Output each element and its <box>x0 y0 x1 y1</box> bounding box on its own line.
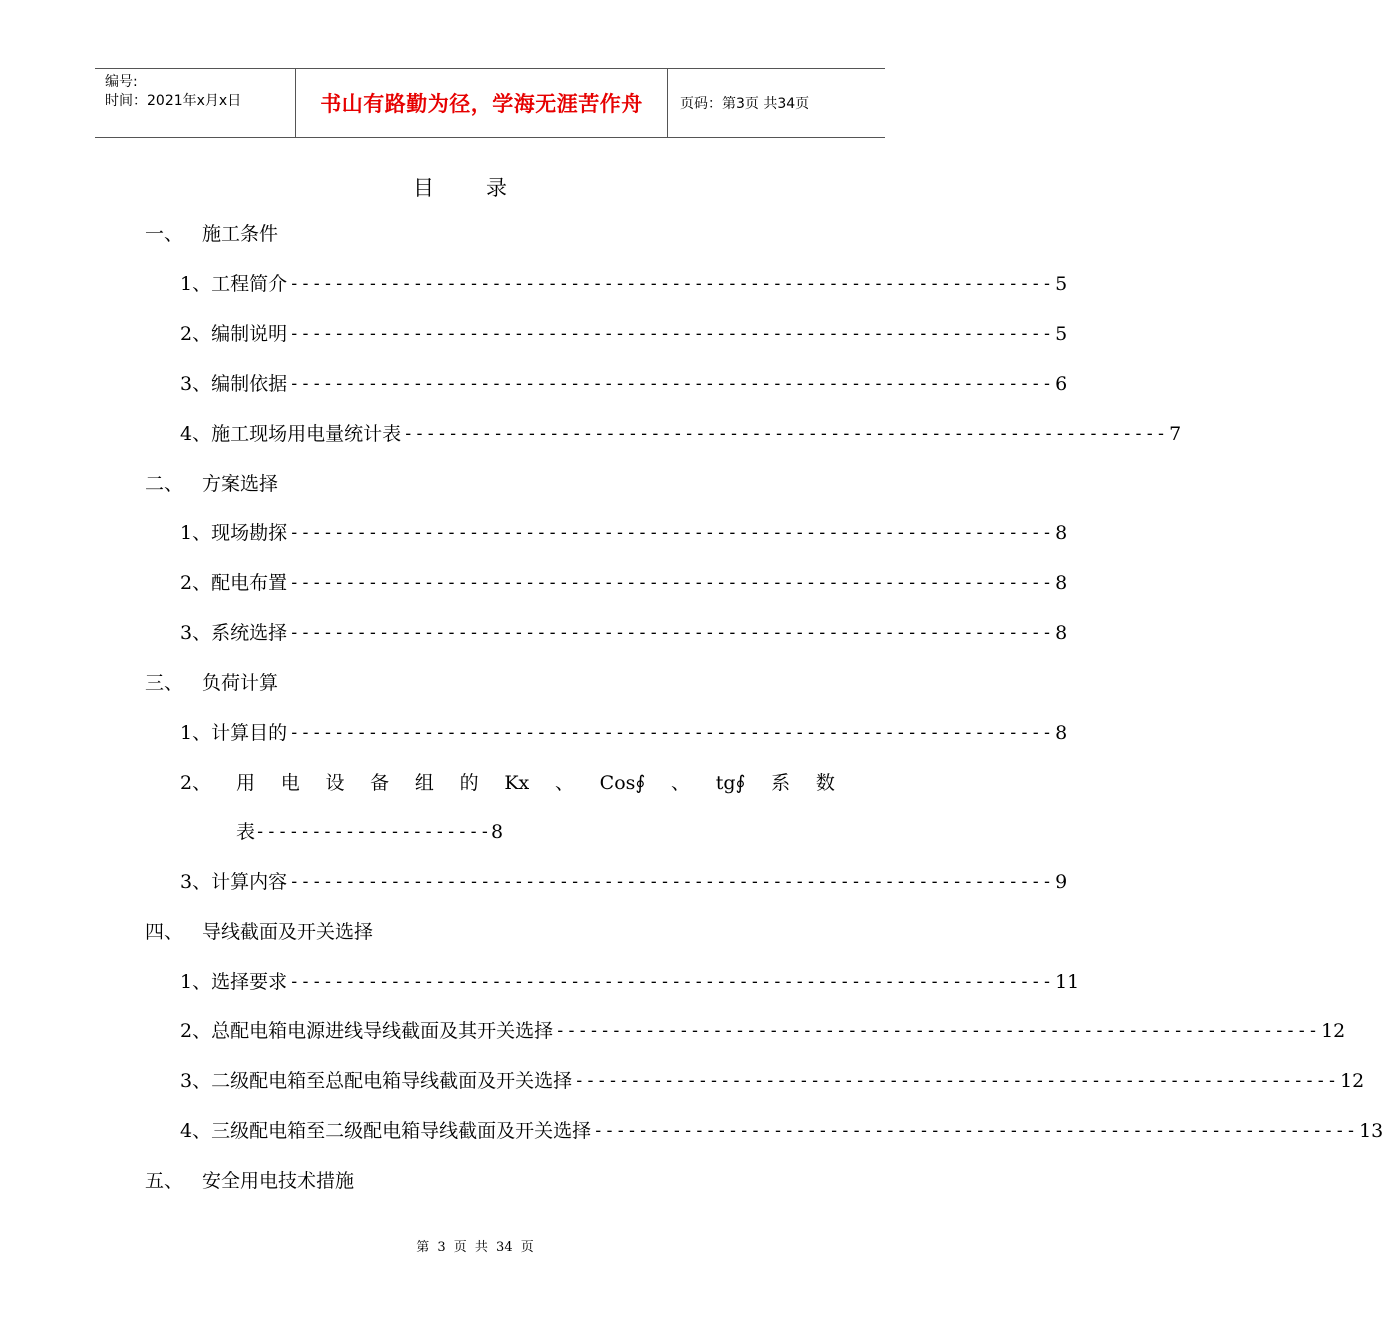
toc-item-continuation[interactable] <box>236 820 503 844</box>
title-word: 用 <box>236 772 256 794</box>
item-number: 1、 <box>180 722 212 744</box>
item-page: 7 <box>1169 423 1182 445</box>
section-title: 负荷计算 <box>202 672 279 694</box>
item-page: 12 <box>1321 1020 1346 1042</box>
toc-item[interactable] <box>180 1069 1365 1093</box>
header-page-info: 页码：第3页 共34页 <box>680 96 810 112</box>
dot-leader: -------------------------------------------------------------------- <box>289 872 1054 892</box>
item-title: 二级配电箱至总配电箱导线截面及开关选择 <box>211 1070 573 1092</box>
header-meta <box>95 69 296 137</box>
item-title: 选择要求 <box>211 971 288 993</box>
section-number: 五、 <box>145 1170 184 1192</box>
item-page: 12 <box>1340 1070 1365 1092</box>
title-word: 设 <box>325 772 345 794</box>
item-number: 2、 <box>180 572 212 594</box>
dot-leader: -------------------------------------------------------------------- <box>593 1121 1358 1141</box>
item-number: 1、 <box>180 971 212 993</box>
dot-leader: -------------------------------------------------------------------- <box>289 723 1054 743</box>
item-page: 5 <box>1055 273 1068 295</box>
title-word: 的 <box>459 772 479 794</box>
title-word: 系 <box>771 772 791 794</box>
time-label: 时间：2021年x月x日 <box>105 93 242 109</box>
section-number: 三、 <box>145 672 184 694</box>
item-page: 6 <box>1055 373 1068 395</box>
item-number: 1、 <box>180 522 212 544</box>
toc-section[interactable] <box>145 1169 354 1193</box>
toc-item[interactable] <box>180 1019 1346 1043</box>
item-title: 编制依据 <box>211 373 288 395</box>
item-title: 计算内容 <box>211 871 288 893</box>
section-number: 一、 <box>145 223 184 245</box>
toc-item[interactable] <box>180 422 1182 446</box>
dot-leader: --------------------- <box>255 822 491 842</box>
dot-leader: -------------------------------------------------------------------- <box>289 274 1054 294</box>
section-title: 安全用电技术措施 <box>202 1170 355 1192</box>
title-word: tg∮ <box>715 772 746 794</box>
title-word: 数 <box>815 772 835 794</box>
dot-leader: -------------------------------------------------------------------- <box>289 523 1054 543</box>
serial-label: 编号: <box>105 74 138 90</box>
title-word: Cos∮ <box>599 772 646 794</box>
dot-leader: -------------------------------------------------------------------- <box>555 1021 1320 1041</box>
toc-item[interactable] <box>180 1119 1383 1143</box>
toc-item[interactable] <box>180 322 1068 346</box>
toc-item[interactable] <box>180 372 1068 396</box>
item-number: 4、 <box>180 1120 212 1142</box>
section-number: 二、 <box>145 473 184 495</box>
item-title-continued: 表 <box>236 821 256 843</box>
item-page: 8 <box>1055 622 1068 644</box>
section-title: 施工条件 <box>202 223 279 245</box>
item-number: 3、 <box>180 373 212 395</box>
item-number: 3、 <box>180 871 212 893</box>
page-footer: 第 3 页 共 34 页 <box>416 1240 534 1255</box>
item-page: 8 <box>1055 572 1068 594</box>
toc-item[interactable] <box>180 870 1068 894</box>
item-title: 计算目的 <box>211 722 288 744</box>
header-motto: 书山有路勤为径，学海无涯苦作舟 <box>296 69 668 137</box>
toc-item[interactable] <box>180 721 1068 745</box>
page-header <box>95 68 885 138</box>
section-title: 方案选择 <box>202 473 279 495</box>
dot-leader: -------------------------------------------------------------------- <box>289 573 1054 593</box>
item-title: 现场勘探 <box>211 522 288 544</box>
item-title <box>236 771 835 795</box>
item-title: 工程简介 <box>211 273 288 295</box>
item-number: 2、 <box>180 1020 212 1042</box>
section-title: 导线截面及开关选择 <box>202 921 374 943</box>
item-page: 8 <box>490 821 504 843</box>
item-title: 总配电箱电源进线导线截面及其开关选择 <box>211 1020 554 1042</box>
dot-leader: -------------------------------------------------------------------- <box>289 623 1054 643</box>
item-page: 8 <box>1055 522 1068 544</box>
toc-section[interactable] <box>145 472 278 496</box>
item-title: 编制说明 <box>211 323 288 345</box>
item-page: 5 <box>1055 323 1068 345</box>
item-number: 1、 <box>180 273 212 295</box>
title-word: 、 <box>554 772 574 794</box>
section-number: 四、 <box>145 921 184 943</box>
dot-leader: -------------------------------------------------------------------- <box>403 424 1168 444</box>
toc-section[interactable] <box>145 222 278 246</box>
item-title: 三级配电箱至二级配电箱导线截面及开关选择 <box>211 1120 592 1142</box>
toc-item[interactable] <box>180 771 835 795</box>
item-number: 2、 <box>180 772 212 794</box>
item-number: 4、 <box>180 423 212 445</box>
item-title: 系统选择 <box>211 622 288 644</box>
toc-item[interactable] <box>180 970 1080 994</box>
title-word: Kx <box>504 772 530 794</box>
item-number: 3、 <box>180 1070 212 1092</box>
item-number: 3、 <box>180 622 212 644</box>
toc-item[interactable] <box>180 521 1068 545</box>
item-number: 2、 <box>180 323 212 345</box>
title-word: 组 <box>414 772 434 794</box>
dot-leader: -------------------------------------------------------------------- <box>289 972 1054 992</box>
item-page: 8 <box>1055 722 1068 744</box>
dot-leader: -------------------------------------------------------------------- <box>574 1071 1339 1091</box>
item-page: 11 <box>1055 971 1080 993</box>
item-title: 施工现场用电量统计表 <box>211 423 402 445</box>
item-page: 13 <box>1359 1120 1383 1142</box>
item-title: 配电布置 <box>211 572 288 594</box>
toc-title: 目录 <box>413 176 559 200</box>
title-word: 备 <box>370 772 390 794</box>
title-word: 、 <box>671 772 691 794</box>
item-page: 9 <box>1055 871 1068 893</box>
toc-item[interactable] <box>180 272 1068 296</box>
toc-item[interactable] <box>180 571 1068 595</box>
toc-item[interactable] <box>180 621 1068 645</box>
dot-leader: -------------------------------------------------------------------- <box>289 374 1054 394</box>
toc-section[interactable] <box>145 920 373 944</box>
dot-leader: -------------------------------------------------------------------- <box>289 324 1054 344</box>
title-word: 电 <box>280 772 300 794</box>
toc-section[interactable] <box>145 671 278 695</box>
